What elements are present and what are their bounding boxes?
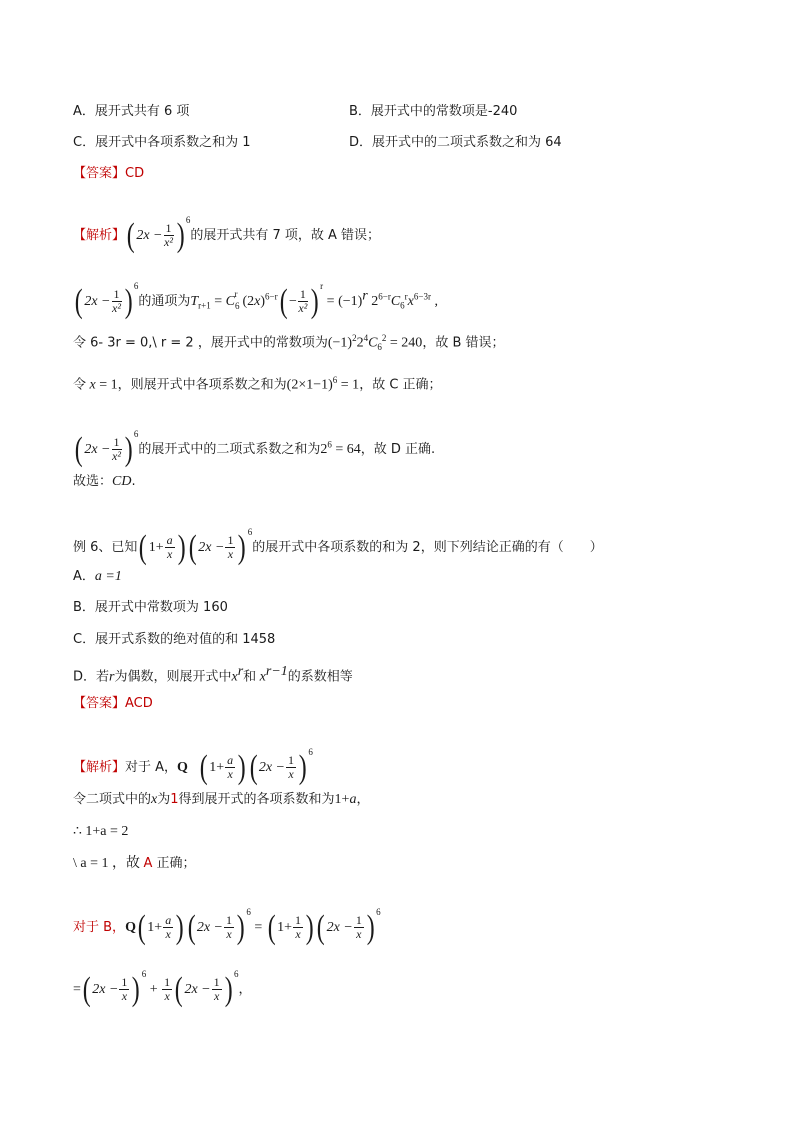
answer2-value: ACD [125,696,153,711]
analysis2-eq: = [73,982,81,997]
analysis1-line6: 故选：CD. [73,474,136,489]
analysis1-text2: 的通项为 [138,294,191,309]
analysis1-line2: ( 2x − $\frac{1}{\text{x²}}$ ) $^6$的通项为$T_{r+1} = C_6^r$ $(2x)^{6-r}$( − $\frac{1}{\text{x²}}$ ) $^r = (-1)^r$ $2^{6-r}C_6^rx^{6-3r}$ , [74,281,438,320]
analysis2-comma: ， [238,982,252,997]
analysis1-choice: CD [112,474,132,489]
analysis1-text6: 故选： [73,474,113,489]
analysis2-line2: 令二项式中的x为1得到展开式的各项系数和为1+a， [73,792,370,807]
answer-line-2 [73,694,153,714]
example6-option-d: D．若r为偶数，则展开式中$x^r$和 $x^{r-1}$的系数相等 [73,664,353,685]
example6-option-a [73,567,122,587]
option-a: A．展开式共有 6 项 [73,104,190,119]
analysis1-text4c: ，故 C 正确； [359,377,442,393]
analysis1-text5: 的展开式中的二项式系数之和为 [138,442,321,457]
analysis1-text5b: ，故 D 正确. [360,442,436,457]
analysis2-q: Q [177,760,188,775]
example6-pre: 例 6、已知 [73,540,138,555]
analysis1-line4: 令 x = 1，则展开式中各项系数之和为$(2\times 1-1)^6 = 1$，故 C 正确； [73,375,442,393]
analysis2-line3: ∴ 1+a = 2 [73,824,129,839]
example6-stem: 例 6、已知( 1+ $\frac{a}{x}$ )( 2x − $\frac{1}{x}$ ) $^6$的展开式中各项系数的和为 2，则下列结论正确的有（ ） [73,527,603,566]
analysis2-for-b: 对于 B， [73,920,126,935]
analysis2-line4-post: 正确； [152,856,196,871]
analysis2-line1: 【解析】对于 A，Q ( 1+ $\frac{a}{x}$ )( 2x − $\frac{1}{x}$ ) $^6$ [73,747,313,786]
example6-option-d-pre: D．若 [73,669,110,685]
option-c: C．展开式中各项系数之和为 1 [73,135,251,150]
analysis2-line4-a: A [143,856,153,871]
analysis2-line2-post: 得到展开式的各项系数和为 [178,792,335,807]
analysis1-text4a: 令 [73,377,87,393]
example6-option-d-and: 和 [243,669,257,685]
example6-option-d-mid: 为偶数，则展开式中 [114,669,232,685]
analysis2-tag: 【解析】 [73,760,126,775]
analysis1-text4b: ，则展开式中各项系数之和为 [117,377,287,393]
example6-option-a-math: a =1 [94,569,122,584]
analysis2-line4-pre: \ a = 1 ，故 [73,856,144,871]
answer-value: CD [125,166,145,181]
analysis1-line1: 【解析】( 2x − $\frac{1}{\text{x²}}$ ) $^6$的展开式共有 7 项，故 A 错误； [73,215,381,254]
example6-post: 的展开式中各项系数的和为 2，则下列结论正确的有（ ） [252,540,603,555]
analysis1-text3a: 令 6- 3r = 0,\ r = 2 ，展开式中的常数项为 [73,335,328,351]
answer2-tag: 【答案】 [73,696,126,711]
analysis2-line5: 对于 B，Q( 1+ $\frac{a}{x}$ )( 2x − $\frac{1}{x}$ ) $^6$ = ( 1+ $\frac{1}{x}$ )( 2x − $\frac{1}{x}$ ) $^6$ [73,907,381,946]
analysis2-for-a: 对于 A， [125,760,178,775]
analysis2-line2-mid: 为 [157,792,171,807]
example6-option-b: B．展开式中常数项为 160 [73,600,228,615]
analysis2-line2-pre: 令二项式中的 [73,792,152,807]
example6-option-c: C．展开式系数的绝对值的和 1458 [73,632,276,647]
analysis1-text3b: ，故 B 错误； [422,335,505,351]
analysis1-line5: ( 2x − $\frac{1}{\text{x²}}$ ) $^6$的展开式中的二项式系数之和为$2^6 = 64$，故 D 正确. [74,429,436,468]
analysis2-line6: =( 2x − $\frac{1}{x}$ ) $^6$ + $\frac{1}{x}$ ( 2x − $\frac{1}{x}$ ) $^6$， [73,969,252,1008]
analysis2-line4 [73,854,196,874]
answer-line-1 [73,164,144,184]
analysis1-text1: 的展开式共有 7 项，故 A 错误； [190,228,381,243]
example6-option-a-label: A． [73,569,95,584]
option-d: D．展开式中的二项式系数之和为 64 [349,135,562,150]
answer-tag: 【答案】 [73,166,126,181]
example6-option-d-post: 的系数相等 [287,669,353,685]
analysis-tag: 【解析】 [73,228,126,243]
analysis2-line2-one: 1 [170,792,179,807]
option-b: B．展开式中的常数项是-240 [349,104,518,119]
analysis1-line3: 令 6- 3r = 0,\ r = 2 ，展开式中的常数项为$(-1)^22^4C_6^2 = 240$，故 B 错误； [73,333,505,352]
